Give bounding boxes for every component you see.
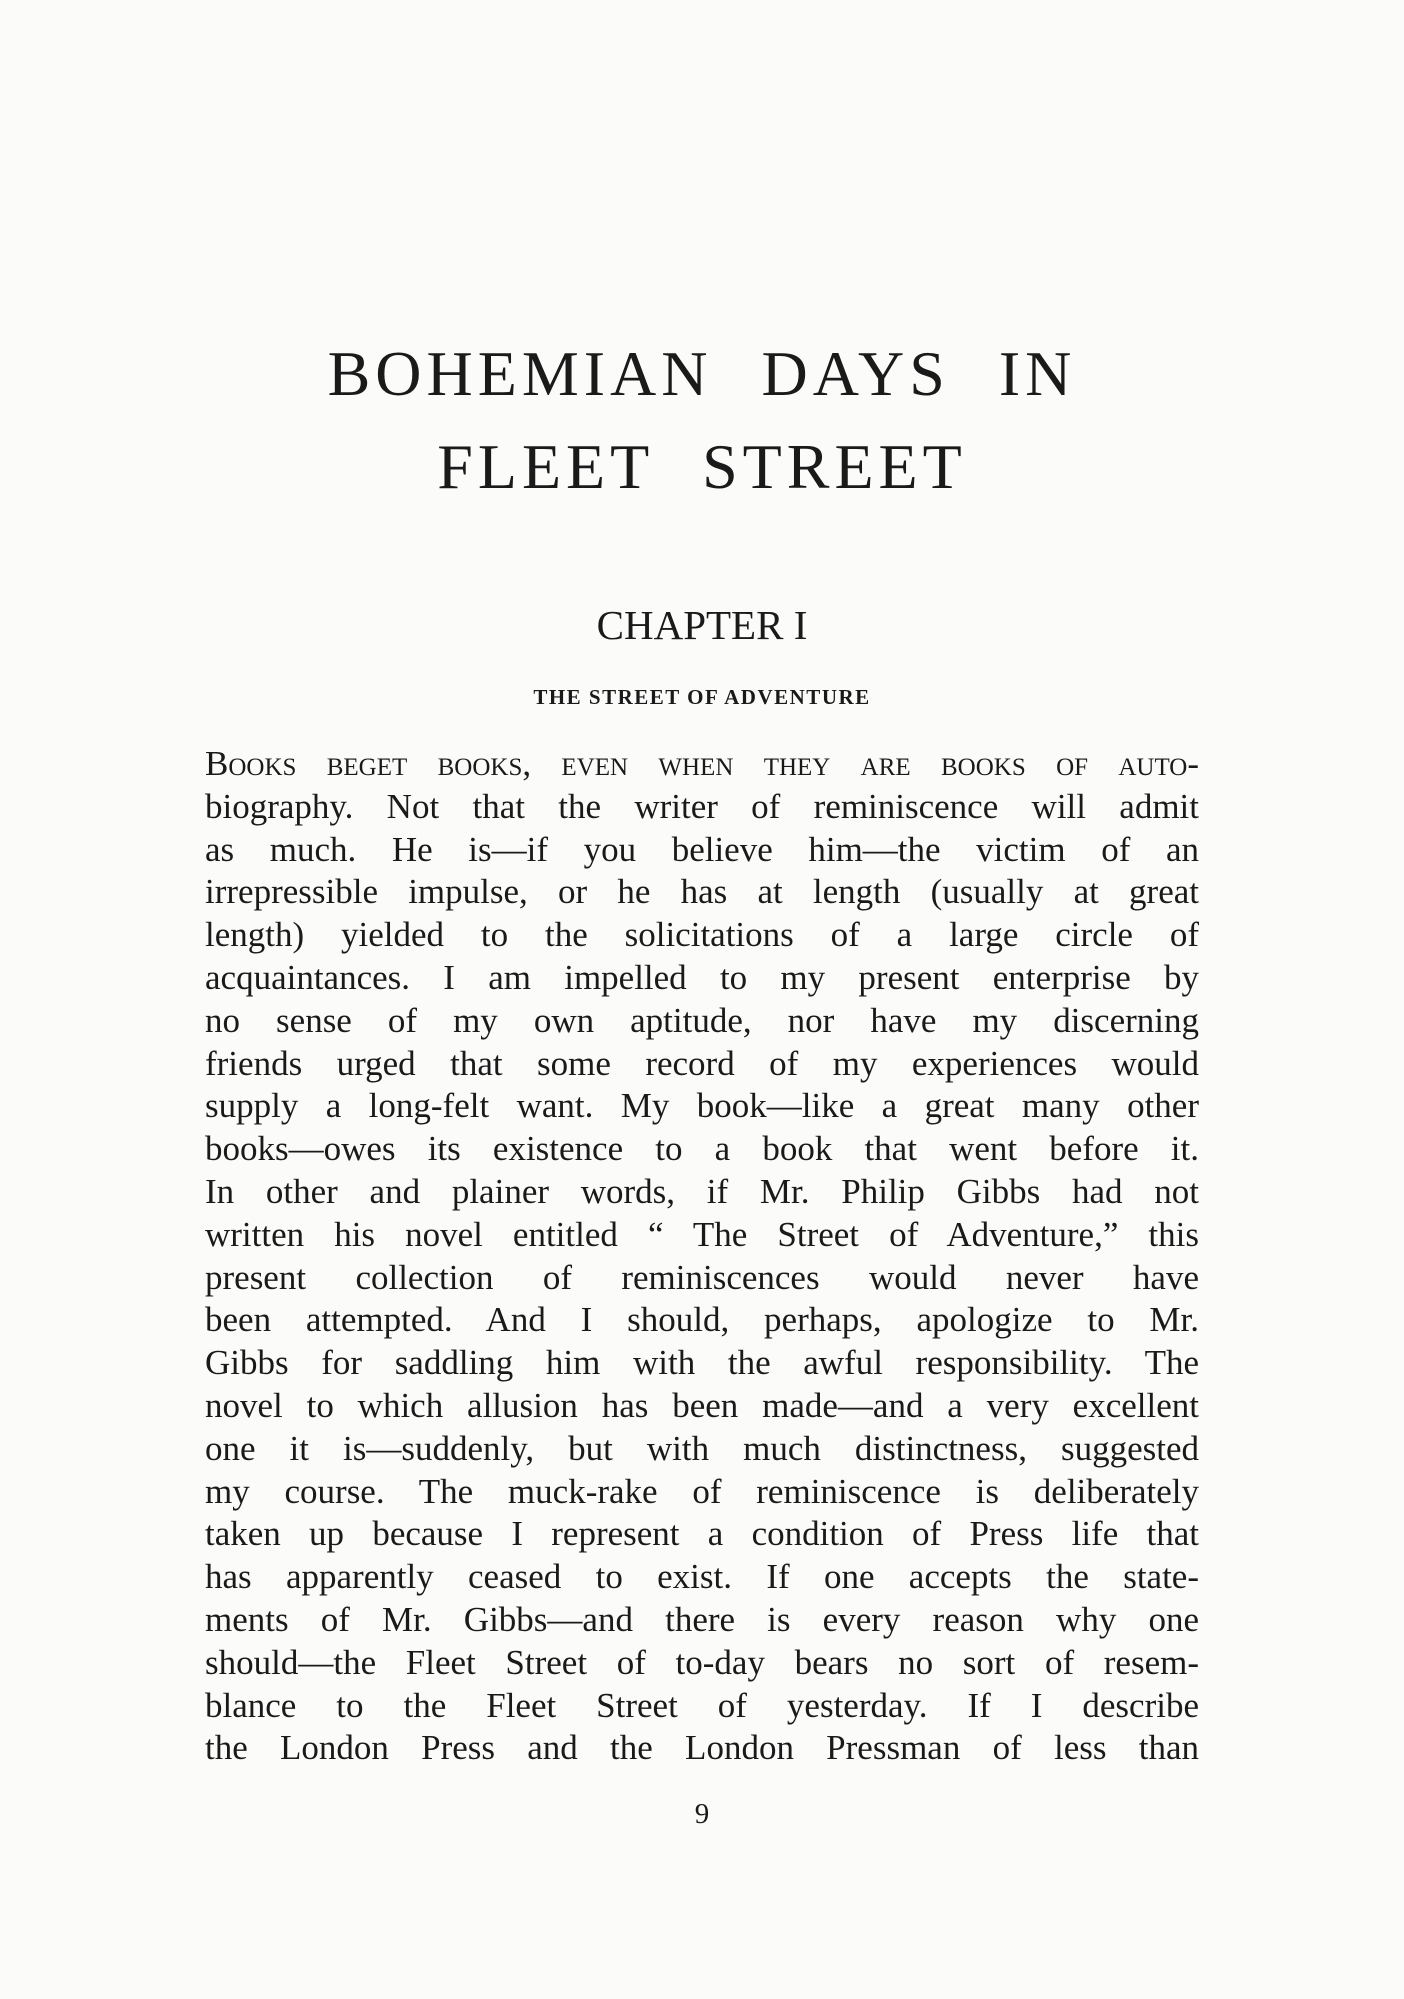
text-line: one it is—suddenly, but with much distinctness, suggested [205,1428,1199,1468]
text-line: the London Press and the London Pressman of less than [205,1728,1199,1768]
text-line: present collection of reminiscences would never have [205,1257,1199,1297]
text-line: supply a long-felt want. My book—like a great many other [205,1086,1199,1126]
text-line: length) yielded to the solicitations of a large circle of [205,915,1199,955]
text-line: no sense of my own aptitude, nor have my discerning [205,1000,1199,1040]
text-line: as much. He is—if you believe him—the victim of an [205,829,1199,869]
page-number: 9 [694,1798,710,1830]
text-line: Books beget books, even when they are books of auto- [205,744,1199,783]
text-line: biography. Not that the writer of reminiscence will admit [205,786,1199,826]
text-line: blance to the Fleet Street of yesterday. If I describe [205,1685,1199,1725]
book-title-line-2: FLEET STREET [437,431,967,502]
text-line: should—the Fleet Street of to-day bears no sort of resem- [205,1642,1199,1682]
text-line: taken up because I represent a condition of Press life that [205,1514,1199,1554]
text-line: written his novel entitled “ The Street of Adventure,” this [205,1214,1199,1254]
text-line: books—owes its existence to a book that went before it. [205,1129,1199,1169]
chapter-heading: CHAPTER I [596,602,808,648]
text-line: In other and plainer words, if Mr. Philip Gibbs had not [205,1171,1199,1211]
text-line: my course. The muck-rake of reminiscence is deliberately [205,1471,1199,1511]
text-line: novel to which allusion has been made—and a very excellent [205,1385,1199,1425]
text-line: has apparently ceased to exist. If one accepts the state- [205,1557,1199,1597]
text-line: been attempted. And I should, perhaps, apologize to Mr. [205,1300,1199,1340]
text-line: acquaintances. I am impelled to my present enterprise by [205,957,1199,997]
text-line: ments of Mr. Gibbs—and there is every reason why one [205,1599,1199,1639]
book-title-line-1: BOHEMIAN DAYS IN [327,338,1077,409]
chapter-subtitle: THE STREET OF ADVENTURE [533,685,871,709]
text-line: irrepressible impulse, or he has at length (usually at great [205,872,1199,912]
chapter-body-text [205,743,1199,1770]
text-line: Gibbs for saddling him with the awful responsibility. The [205,1343,1199,1383]
text-line: friends urged that some record of my experiences would [205,1043,1199,1083]
